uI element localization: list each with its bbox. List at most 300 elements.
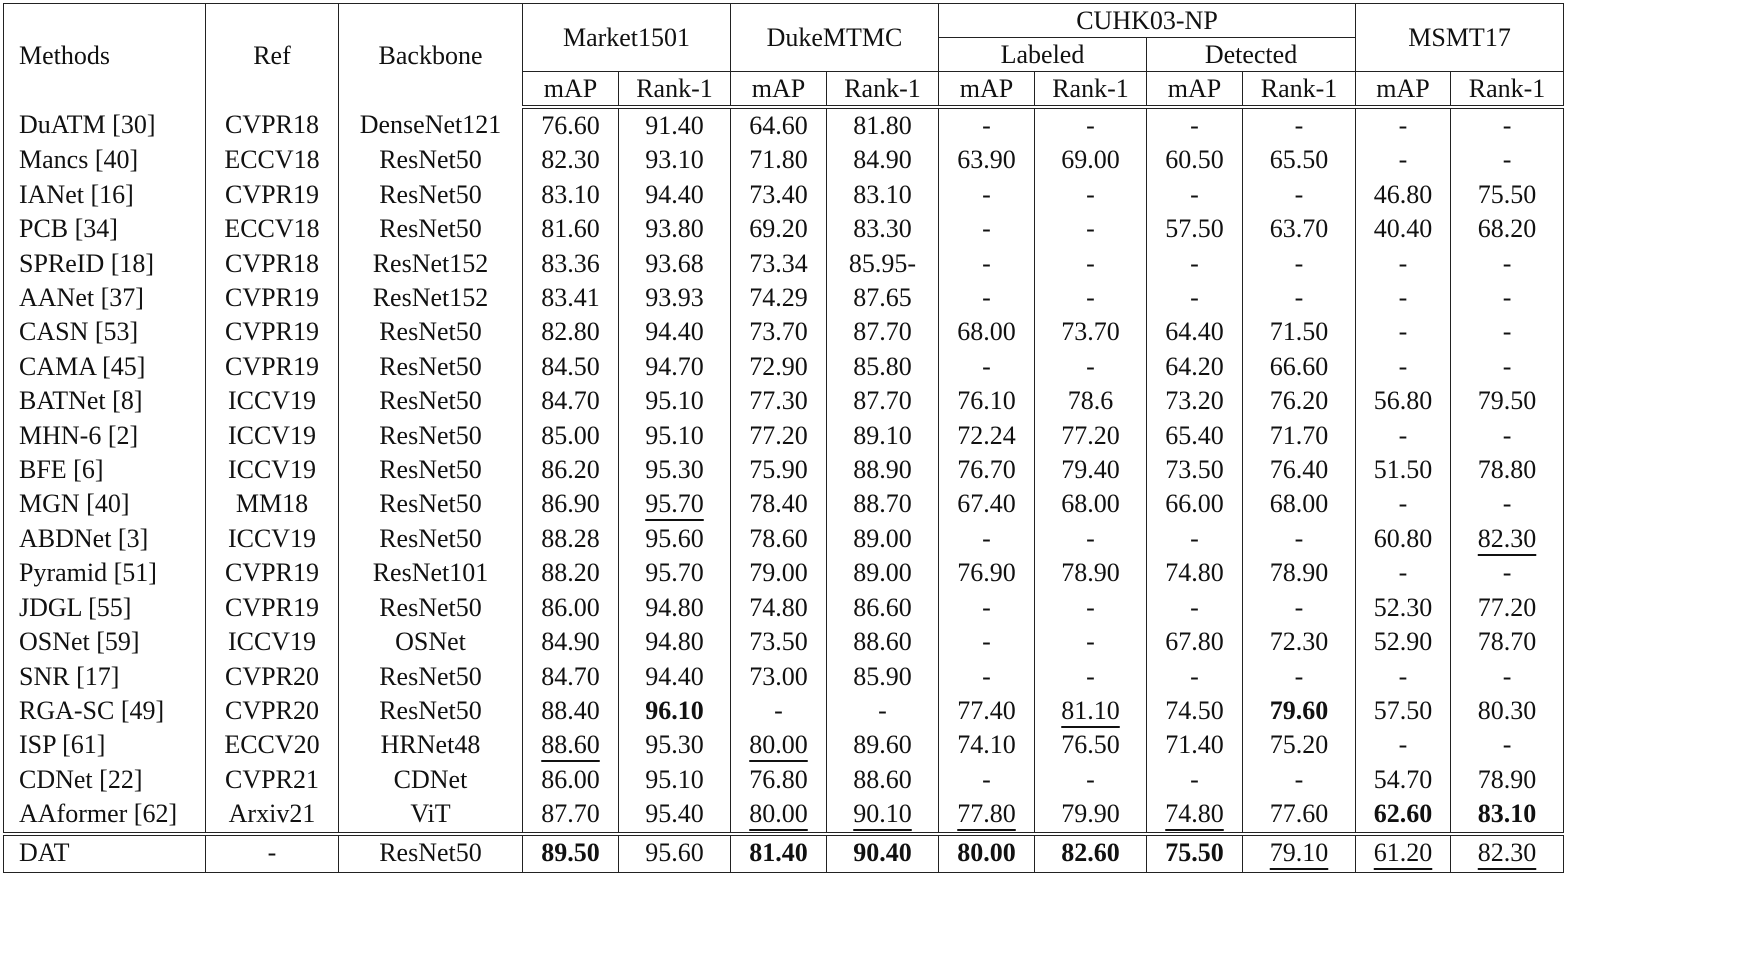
cell-market-map xyxy=(523,834,619,873)
cell-cuhk-labeled-map: - xyxy=(939,660,1035,694)
cell-market-map: 81.60 xyxy=(523,212,619,246)
cell-msmt-rank1: - xyxy=(1451,315,1564,349)
cell-duke-rank1: 88.60 xyxy=(827,763,939,797)
cell-ref: ICCV19 xyxy=(206,522,339,556)
cell-market-map: 86.90 xyxy=(523,487,619,521)
cell-cuhk-labeled-rank1: - xyxy=(1035,591,1147,625)
cell-cuhk-detected-map: - xyxy=(1147,591,1243,625)
cell-backbone: ResNet50 xyxy=(339,660,523,694)
cell-method: Pyramid [51] xyxy=(4,556,206,590)
cell-msmt-map: - xyxy=(1356,143,1451,177)
cell-cuhk-labeled-rank1: - xyxy=(1035,281,1147,315)
cell-ref: CVPR19 xyxy=(206,281,339,315)
cell-market-map: 87.70 xyxy=(523,797,619,833)
table-row xyxy=(4,247,1564,281)
cell-msmt-map xyxy=(1356,797,1451,833)
table-row xyxy=(4,350,1564,384)
cell-market-map: 88.28 xyxy=(523,522,619,556)
cell-backbone: OSNet xyxy=(339,625,523,659)
cell-msmt-map: 46.80 xyxy=(1356,178,1451,212)
cell-market-rank1: 94.40 xyxy=(619,315,731,349)
cell-duke-rank1: 84.90 xyxy=(827,143,939,177)
second-best-value: 80.00 xyxy=(749,730,808,760)
cell-cuhk-labeled-map: 72.24 xyxy=(939,419,1035,453)
cell-market-rank1 xyxy=(619,694,731,728)
cell-market-rank1: 93.80 xyxy=(619,212,731,246)
cell-duke-map: 69.20 xyxy=(731,212,827,246)
cell-cuhk-detected-rank1: - xyxy=(1243,660,1356,694)
cell-market-map: 86.00 xyxy=(523,763,619,797)
cell-cuhk-labeled-rank1: 69.00 xyxy=(1035,143,1147,177)
cell-cuhk-detected-rank1: - xyxy=(1243,522,1356,556)
best-value: 62.60 xyxy=(1373,799,1433,829)
cell-msmt-rank1: 78.80 xyxy=(1451,453,1564,487)
second-best-value: 80.00 xyxy=(749,799,808,829)
cell-cuhk-labeled-rank1: - xyxy=(1035,178,1147,212)
cell-ref: CVPR21 xyxy=(206,763,339,797)
cell-method: SPReID [18] xyxy=(4,247,206,281)
second-best-value: 79.10 xyxy=(1269,838,1329,868)
table-row-ours xyxy=(4,834,1564,873)
cell-cuhk-detected-rank1: - xyxy=(1243,247,1356,281)
header-metric-rank-1: Rank-1 xyxy=(1243,72,1356,108)
best-value: 82.60 xyxy=(1061,838,1120,868)
header-metric-map: mAP xyxy=(939,72,1035,108)
cell-msmt-map: - xyxy=(1356,556,1451,590)
cell-backbone: ResNet50 xyxy=(339,834,523,873)
best-value: 81.40 xyxy=(749,838,808,868)
cell-cuhk-detected-map: 65.40 xyxy=(1147,419,1243,453)
cell-duke-rank1: 85.95- xyxy=(827,247,939,281)
cell-cuhk-labeled-map: - xyxy=(939,625,1035,659)
cell-market-map: 85.00 xyxy=(523,419,619,453)
cell-backbone: ResNet50 xyxy=(339,350,523,384)
header-cuhk03-np: CUHK03-NP xyxy=(939,4,1356,38)
table-row xyxy=(4,212,1564,246)
cell-cuhk-labeled-map xyxy=(939,834,1035,873)
cell-market-rank1: 94.70 xyxy=(619,350,731,384)
cell-market-rank1: 91.40 xyxy=(619,107,731,143)
cell-cuhk-labeled-map: 74.10 xyxy=(939,728,1035,762)
cell-cuhk-detected-map: 74.50 xyxy=(1147,694,1243,728)
header-detected: Detected xyxy=(1147,38,1356,72)
cell-cuhk-detected-map: 74.80 xyxy=(1147,556,1243,590)
cell-cuhk-labeled-map: - xyxy=(939,591,1035,625)
cell-cuhk-detected-rank1 xyxy=(1243,694,1356,728)
table-row xyxy=(4,625,1564,659)
table-row xyxy=(4,419,1564,453)
cell-duke-rank1: 83.30 xyxy=(827,212,939,246)
cell-method: IANet [16] xyxy=(4,178,206,212)
cell-cuhk-detected-map: 67.80 xyxy=(1147,625,1243,659)
cell-market-rank1 xyxy=(619,487,731,521)
cell-duke-map: 76.80 xyxy=(731,763,827,797)
cell-msmt-map: 52.90 xyxy=(1356,625,1451,659)
cell-cuhk-detected-map: - xyxy=(1147,178,1243,212)
cell-market-map: 88.40 xyxy=(523,694,619,728)
second-best-value: 81.10 xyxy=(1061,695,1120,725)
cell-cuhk-labeled-rank1: 79.40 xyxy=(1035,453,1147,487)
cell-market-rank1: 95.10 xyxy=(619,763,731,797)
cell-market-rank1: 94.80 xyxy=(619,591,731,625)
cell-market-map: 76.60 xyxy=(523,107,619,143)
cell-msmt-map: 40.40 xyxy=(1356,212,1451,246)
cell-market-rank1: 95.40 xyxy=(619,797,731,833)
table-row xyxy=(4,556,1564,590)
best-value: 83.10 xyxy=(1477,799,1537,829)
cell-method: SNR [17] xyxy=(4,660,206,694)
cell-duke-map xyxy=(731,728,827,762)
cell-ref: CVPR19 xyxy=(206,178,339,212)
cell-ref: MM18 xyxy=(206,487,339,521)
cell-cuhk-labeled-map: - xyxy=(939,247,1035,281)
cell-duke-map: 73.50 xyxy=(731,625,827,659)
cell-method: RGA-SC [49] xyxy=(4,694,206,728)
cell-cuhk-detected-rank1: 71.50 xyxy=(1243,315,1356,349)
cell-duke-map: 77.20 xyxy=(731,419,827,453)
cell-cuhk-labeled-rank1: 79.90 xyxy=(1035,797,1147,833)
cell-cuhk-labeled-map: - xyxy=(939,212,1035,246)
header-backbone: Backbone xyxy=(339,4,523,108)
header-metric-map: mAP xyxy=(523,72,619,108)
table-row xyxy=(4,178,1564,212)
cell-duke-map: 78.40 xyxy=(731,487,827,521)
second-best-value: 61.20 xyxy=(1373,838,1433,868)
second-best-value: 82.30 xyxy=(1477,523,1537,553)
cell-duke-map: 79.00 xyxy=(731,556,827,590)
cell-cuhk-detected-map: - xyxy=(1147,107,1243,143)
cell-cuhk-detected-rank1 xyxy=(1243,834,1356,873)
cell-msmt-map xyxy=(1356,834,1451,873)
cell-ref: ECCV18 xyxy=(206,143,339,177)
cell-msmt-map: 57.50 xyxy=(1356,694,1451,728)
cell-msmt-rank1 xyxy=(1451,522,1564,556)
cell-backbone: ResNet50 xyxy=(339,143,523,177)
cell-ref: ECCV20 xyxy=(206,728,339,762)
cell-duke-map: 73.34 xyxy=(731,247,827,281)
cell-method: CASN [53] xyxy=(4,315,206,349)
cell-msmt-map: 60.80 xyxy=(1356,522,1451,556)
table-row xyxy=(4,522,1564,556)
cell-msmt-rank1: 77.20 xyxy=(1451,591,1564,625)
cell-cuhk-labeled-rank1: 76.50 xyxy=(1035,728,1147,762)
cell-msmt-map: 51.50 xyxy=(1356,453,1451,487)
cell-market-map: 83.41 xyxy=(523,281,619,315)
cell-duke-map: 77.30 xyxy=(731,384,827,418)
cell-cuhk-labeled-rank1: - xyxy=(1035,212,1147,246)
cell-msmt-map: - xyxy=(1356,107,1451,143)
cell-msmt-rank1: - xyxy=(1451,107,1564,143)
cell-cuhk-detected-rank1: - xyxy=(1243,591,1356,625)
cell-ref: CVPR19 xyxy=(206,315,339,349)
cell-duke-rank1: 81.80 xyxy=(827,107,939,143)
cell-ref: CVPR19 xyxy=(206,556,339,590)
cell-msmt-map: - xyxy=(1356,315,1451,349)
cell-method: BATNet [8] xyxy=(4,384,206,418)
cell-msmt-map: 54.70 xyxy=(1356,763,1451,797)
cell-ref: ECCV18 xyxy=(206,212,339,246)
cell-duke-rank1: 85.90 xyxy=(827,660,939,694)
header-methods: Methods xyxy=(4,4,206,108)
header-metric-map: mAP xyxy=(731,72,827,108)
header-market1501: Market1501 xyxy=(523,4,731,72)
table-row xyxy=(4,453,1564,487)
best-value: 89.50 xyxy=(541,838,600,868)
cell-cuhk-detected-rank1: 68.00 xyxy=(1243,487,1356,521)
cell-duke-rank1: 88.70 xyxy=(827,487,939,521)
cell-cuhk-detected-map xyxy=(1147,797,1243,833)
cell-market-rank1: 94.40 xyxy=(619,178,731,212)
cell-duke-map: 78.60 xyxy=(731,522,827,556)
cell-cuhk-labeled-map: - xyxy=(939,522,1035,556)
cell-backbone: ResNet50 xyxy=(339,178,523,212)
second-best-value: 88.60 xyxy=(541,730,600,760)
cell-duke-map: 74.29 xyxy=(731,281,827,315)
cell-duke-rank1: 89.00 xyxy=(827,556,939,590)
cell-method: ABDNet [3] xyxy=(4,522,206,556)
cell-backbone: ResNet50 xyxy=(339,591,523,625)
cell-msmt-map: - xyxy=(1356,247,1451,281)
table-row xyxy=(4,797,1564,833)
cell-market-rank1: 93.68 xyxy=(619,247,731,281)
cell-backbone: HRNet48 xyxy=(339,728,523,762)
second-best-value: 77.80 xyxy=(957,799,1016,829)
cell-ref: ICCV19 xyxy=(206,453,339,487)
cell-ref: CVPR20 xyxy=(206,694,339,728)
cell-cuhk-detected-rank1: 71.70 xyxy=(1243,419,1356,453)
cell-method: CDNet [22] xyxy=(4,763,206,797)
cell-market-map: 82.30 xyxy=(523,143,619,177)
table-row xyxy=(4,143,1564,177)
cell-backbone: ResNet50 xyxy=(339,453,523,487)
best-value: 90.40 xyxy=(853,838,912,868)
cell-msmt-rank1: 68.20 xyxy=(1451,212,1564,246)
cell-ref: ICCV19 xyxy=(206,419,339,453)
table-row xyxy=(4,763,1564,797)
cell-cuhk-detected-map: - xyxy=(1147,522,1243,556)
cell-market-map: 86.00 xyxy=(523,591,619,625)
cell-backbone: ResNet50 xyxy=(339,487,523,521)
header-metric-map: mAP xyxy=(1356,72,1451,108)
cell-backbone: ResNet101 xyxy=(339,556,523,590)
cell-backbone: ResNet50 xyxy=(339,212,523,246)
cell-cuhk-labeled-map: 77.40 xyxy=(939,694,1035,728)
cell-market-map: 84.90 xyxy=(523,625,619,659)
cell-msmt-rank1: 80.30 xyxy=(1451,694,1564,728)
cell-ref: CVPR19 xyxy=(206,591,339,625)
cell-cuhk-labeled-map xyxy=(939,797,1035,833)
cell-duke-map: 73.70 xyxy=(731,315,827,349)
cell-msmt-map: 56.80 xyxy=(1356,384,1451,418)
cell-msmt-map: - xyxy=(1356,281,1451,315)
cell-cuhk-detected-rank1: 75.20 xyxy=(1243,728,1356,762)
cell-backbone: ResNet50 xyxy=(339,384,523,418)
cell-backbone: CDNet xyxy=(339,763,523,797)
cell-backbone: ResNet152 xyxy=(339,281,523,315)
cell-market-rank1: 95.30 xyxy=(619,728,731,762)
cell-market-map: 82.80 xyxy=(523,315,619,349)
cell-msmt-rank1: - xyxy=(1451,281,1564,315)
cell-cuhk-detected-map: - xyxy=(1147,281,1243,315)
cell-method: AANet [37] xyxy=(4,281,206,315)
cell-market-rank1: 95.10 xyxy=(619,419,731,453)
cell-cuhk-labeled-rank1: - xyxy=(1035,522,1147,556)
cell-market-map: 84.70 xyxy=(523,384,619,418)
cell-msmt-rank1: - xyxy=(1451,419,1564,453)
cell-cuhk-labeled-rank1 xyxy=(1035,834,1147,873)
cell-cuhk-detected-map: - xyxy=(1147,247,1243,281)
table-row xyxy=(4,694,1564,728)
table-row xyxy=(4,281,1564,315)
cell-ref: ICCV19 xyxy=(206,625,339,659)
best-value: 80.00 xyxy=(957,838,1016,868)
cell-cuhk-detected-rank1: - xyxy=(1243,107,1356,143)
cell-msmt-rank1: - xyxy=(1451,487,1564,521)
cell-ref: Arxiv21 xyxy=(206,797,339,833)
table-row xyxy=(4,315,1564,349)
cell-method: MGN [40] xyxy=(4,487,206,521)
header-dukemtmc: DukeMTMC xyxy=(731,4,939,72)
cell-duke-rank1: 86.60 xyxy=(827,591,939,625)
cell-market-rank1: 93.10 xyxy=(619,143,731,177)
cell-backbone: ResNet152 xyxy=(339,247,523,281)
cell-method: PCB [34] xyxy=(4,212,206,246)
cell-cuhk-labeled-map: - xyxy=(939,178,1035,212)
cell-duke-rank1: 85.80 xyxy=(827,350,939,384)
cell-backbone: ResNet50 xyxy=(339,419,523,453)
cell-cuhk-detected-map: 73.50 xyxy=(1147,453,1243,487)
cell-cuhk-labeled-map: - xyxy=(939,763,1035,797)
table-row xyxy=(4,728,1564,762)
cell-msmt-rank1: - xyxy=(1451,556,1564,590)
cell-msmt-rank1: - xyxy=(1451,728,1564,762)
cell-duke-map: 75.90 xyxy=(731,453,827,487)
results-table xyxy=(3,3,1564,873)
cell-market-rank1: 95.60 xyxy=(619,522,731,556)
cell-market-rank1: 95.70 xyxy=(619,556,731,590)
best-value: 75.50 xyxy=(1165,838,1224,868)
cell-msmt-rank1: 79.50 xyxy=(1451,384,1564,418)
cell-market-map: 83.36 xyxy=(523,247,619,281)
header-metric-rank-1: Rank-1 xyxy=(1451,72,1564,108)
cell-market-map: 84.50 xyxy=(523,350,619,384)
cell-cuhk-labeled-map: 76.90 xyxy=(939,556,1035,590)
cell-duke-map: 74.80 xyxy=(731,591,827,625)
cell-cuhk-labeled-rank1: - xyxy=(1035,660,1147,694)
cell-duke-rank1 xyxy=(827,834,939,873)
cell-duke-rank1: 88.90 xyxy=(827,453,939,487)
cell-cuhk-detected-map: 57.50 xyxy=(1147,212,1243,246)
cell-cuhk-detected-rank1: 76.20 xyxy=(1243,384,1356,418)
cell-cuhk-labeled-map: - xyxy=(939,107,1035,143)
cell-market-rank1: 95.30 xyxy=(619,453,731,487)
cell-ref: ICCV19 xyxy=(206,384,339,418)
cell-backbone: ResNet50 xyxy=(339,522,523,556)
cell-market-rank1: 95.10 xyxy=(619,384,731,418)
cell-cuhk-detected-map: 60.50 xyxy=(1147,143,1243,177)
cell-method: CAMA [45] xyxy=(4,350,206,384)
cell-duke-map: 73.00 xyxy=(731,660,827,694)
cell-msmt-rank1: - xyxy=(1451,350,1564,384)
cell-cuhk-labeled-rank1: - xyxy=(1035,625,1147,659)
header-labeled: Labeled xyxy=(939,38,1147,72)
cell-cuhk-labeled-map: 76.70 xyxy=(939,453,1035,487)
second-best-value: 90.10 xyxy=(853,799,912,829)
cell-cuhk-detected-map: 64.20 xyxy=(1147,350,1243,384)
cell-msmt-rank1: 78.70 xyxy=(1451,625,1564,659)
cell-cuhk-detected-map: - xyxy=(1147,660,1243,694)
cell-market-map: 84.70 xyxy=(523,660,619,694)
cell-ref: CVPR18 xyxy=(206,247,339,281)
cell-method: DuATM [30] xyxy=(4,107,206,143)
cell-cuhk-labeled-rank1: - xyxy=(1035,107,1147,143)
cell-duke-rank1: 87.70 xyxy=(827,315,939,349)
cell-cuhk-labeled-map: 76.10 xyxy=(939,384,1035,418)
cell-cuhk-labeled-rank1: - xyxy=(1035,247,1147,281)
cell-method: DAT xyxy=(4,834,206,873)
cell-duke-rank1: - xyxy=(827,694,939,728)
table-body xyxy=(4,107,1564,872)
table-row xyxy=(4,384,1564,418)
cell-ref: CVPR20 xyxy=(206,660,339,694)
cell-cuhk-labeled-rank1: 73.70 xyxy=(1035,315,1147,349)
cell-method: MHN-6 [2] xyxy=(4,419,206,453)
cell-duke-rank1: 88.60 xyxy=(827,625,939,659)
cell-cuhk-detected-map: 73.20 xyxy=(1147,384,1243,418)
cell-msmt-rank1: - xyxy=(1451,660,1564,694)
cell-market-rank1: 93.93 xyxy=(619,281,731,315)
header-metric-rank-1: Rank-1 xyxy=(619,72,731,108)
cell-duke-rank1: 83.10 xyxy=(827,178,939,212)
table-row xyxy=(4,487,1564,521)
cell-cuhk-labeled-rank1: 78.90 xyxy=(1035,556,1147,590)
cell-backbone: ResNet50 xyxy=(339,694,523,728)
cell-msmt-rank1: - xyxy=(1451,247,1564,281)
cell-duke-rank1: 89.00 xyxy=(827,522,939,556)
cell-msmt-map: 52.30 xyxy=(1356,591,1451,625)
header-metric-map: mAP xyxy=(1147,72,1243,108)
cell-cuhk-detected-map: 71.40 xyxy=(1147,728,1243,762)
cell-market-map: 86.20 xyxy=(523,453,619,487)
cell-market-map xyxy=(523,728,619,762)
cell-method: BFE [6] xyxy=(4,453,206,487)
second-best-value: 74.80 xyxy=(1165,799,1224,829)
cell-market-map: 88.20 xyxy=(523,556,619,590)
cell-method: AAformer [62] xyxy=(4,797,206,833)
cell-cuhk-detected-rank1: 76.40 xyxy=(1243,453,1356,487)
cell-cuhk-labeled-rank1: 77.20 xyxy=(1035,419,1147,453)
cell-cuhk-labeled-map: - xyxy=(939,350,1035,384)
cell-method: Mancs [40] xyxy=(4,143,206,177)
cell-duke-rank1: 89.10 xyxy=(827,419,939,453)
cell-duke-map: 72.90 xyxy=(731,350,827,384)
cell-cuhk-detected-map: 64.40 xyxy=(1147,315,1243,349)
header-ref: Ref xyxy=(206,4,339,108)
cell-cuhk-detected-rank1: - xyxy=(1243,763,1356,797)
cell-method: OSNet [59] xyxy=(4,625,206,659)
cell-cuhk-detected-rank1: 72.30 xyxy=(1243,625,1356,659)
cell-duke-map: 73.40 xyxy=(731,178,827,212)
cell-market-map: 83.10 xyxy=(523,178,619,212)
cell-backbone: DenseNet121 xyxy=(339,107,523,143)
cell-cuhk-detected-rank1: 63.70 xyxy=(1243,212,1356,246)
cell-backbone: ViT xyxy=(339,797,523,833)
cell-msmt-map: - xyxy=(1356,419,1451,453)
cell-cuhk-labeled-map: 67.40 xyxy=(939,487,1035,521)
cell-cuhk-labeled-rank1 xyxy=(1035,694,1147,728)
header-msmt17: MSMT17 xyxy=(1356,4,1564,72)
cell-duke-rank1 xyxy=(827,797,939,833)
